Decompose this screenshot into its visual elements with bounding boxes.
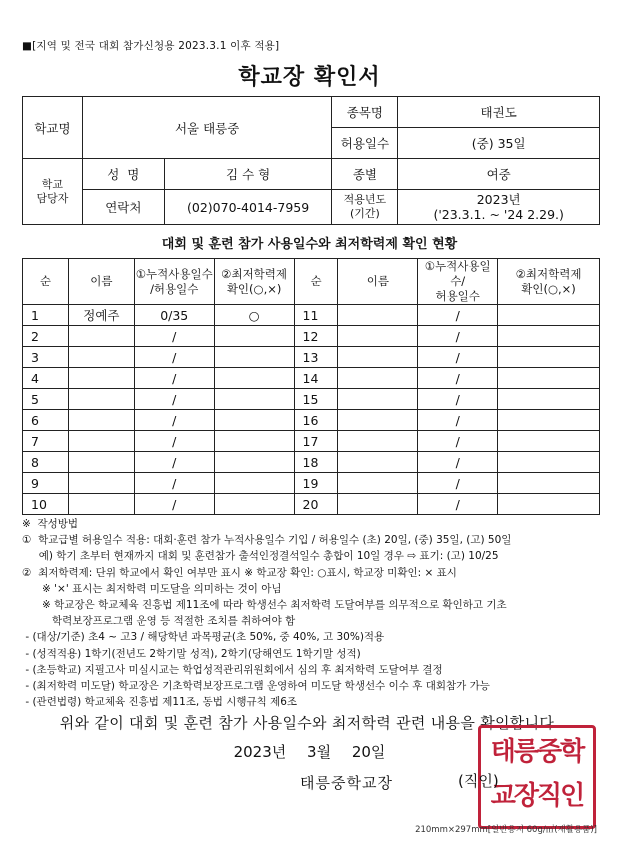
left-check (214, 473, 294, 494)
info-table (22, 96, 600, 225)
seal-mark: (직인) (458, 772, 499, 790)
category-label: 종별 (332, 159, 398, 190)
confirmation-statement: 위와 같이 대회 및 훈련 참가 사용일수와 최저학력 관련 내용을 확인합니다. (59, 714, 560, 732)
left-check (214, 494, 294, 515)
manager-name: 김 수 형 (164, 159, 332, 190)
header-check: ②최저학력제 확인(○,×) (214, 259, 294, 305)
left-no: 1 (23, 305, 69, 326)
right-days: / (418, 326, 498, 347)
right-days: / (418, 494, 498, 515)
note-line: ② 최저학력제: 단위 학교에서 확인 여부만 표시 ※ 학교장 확인: ○표시, 학교장 미확인: × 표시 (22, 566, 457, 579)
left-days: / (134, 431, 214, 452)
table-row (23, 305, 600, 326)
note-line: ① 학교급별 허용일수 적용: 대회·훈련 참가 누적사용일수 기입 / 허용일수 (초) 20일, (중) 35일, (고) 50일 (22, 534, 512, 547)
year-value: 2023년 (476, 192, 521, 207)
school-principal: 태릉중학교장 (300, 774, 393, 792)
athlete-rows (23, 305, 600, 515)
right-name (338, 494, 418, 515)
note-line: 학력보장프로그램 운영 등 적절한 조치를 취하여야 함 (22, 615, 296, 628)
note-line: ※ 학교장은 학교체육 진흥법 제11조에 따라 학생선수 최저학력 도달여부를 의무적으로 확인하고 기초 (22, 599, 507, 612)
sport-value: 태권도 (398, 97, 600, 128)
table-row (23, 410, 600, 431)
right-check (498, 347, 600, 368)
left-no: 10 (23, 494, 69, 515)
right-no: 18 (294, 452, 338, 473)
header-name: 이름 (68, 259, 134, 305)
right-days: / (418, 473, 498, 494)
table-row (23, 452, 600, 473)
left-days: / (134, 368, 214, 389)
right-name (338, 410, 418, 431)
left-name (68, 473, 134, 494)
left-days: / (134, 389, 214, 410)
table-row (23, 368, 600, 389)
right-no: 14 (294, 368, 338, 389)
left-no: 8 (23, 452, 69, 473)
school-name: 서울 태릉중 (82, 97, 332, 159)
left-no: 9 (23, 473, 69, 494)
right-check (498, 389, 600, 410)
right-check (498, 431, 600, 452)
right-no: 17 (294, 431, 338, 452)
allowed-days-value: (중) 35일 (398, 128, 600, 159)
left-days: / (134, 347, 214, 368)
left-check (214, 326, 294, 347)
right-days: / (418, 410, 498, 431)
right-no: 20 (294, 494, 338, 515)
school-label: 학교명 (23, 97, 83, 159)
left-no: 2 (23, 326, 69, 347)
year-label: 적용년도 (기간) (332, 190, 398, 225)
left-no: 7 (23, 431, 69, 452)
left-days: / (134, 494, 214, 515)
left-days: / (134, 410, 214, 431)
header-check-2: ②최저학력제 확인(○,×) (498, 259, 600, 305)
left-check: ○ (214, 305, 294, 326)
left-days: / (134, 473, 214, 494)
left-check (214, 368, 294, 389)
left-no: 3 (23, 347, 69, 368)
right-check (498, 473, 600, 494)
right-name (338, 368, 418, 389)
left-name (68, 410, 134, 431)
left-name: 정예주 (68, 305, 134, 326)
left-check (214, 452, 294, 473)
right-name (338, 431, 418, 452)
contact-value: (02)070-4014-7959 (164, 190, 332, 225)
right-days: / (418, 452, 498, 473)
right-name (338, 326, 418, 347)
athlete-table (22, 258, 600, 515)
paper-spec: 210mm×297mm[일반용지 60g/㎡(재활용품)] (415, 825, 597, 835)
seal-text: 태릉중학교장직인 (490, 737, 584, 811)
right-name (338, 389, 418, 410)
right-no: 15 (294, 389, 338, 410)
sport-label: 종목명 (332, 97, 398, 128)
right-name (338, 305, 418, 326)
name-label: 성 명 (82, 159, 164, 190)
note-line: - (초등학교) 지필고사 미실시교는 학업성적관리위원회에서 심의 후 최저학력 도달여부 결정 (22, 663, 443, 676)
header-no-2: 순 (294, 259, 338, 305)
right-name (338, 473, 418, 494)
right-days: / (418, 431, 498, 452)
left-no: 4 (23, 368, 69, 389)
left-no: 6 (23, 410, 69, 431)
left-name (68, 494, 134, 515)
right-no: 13 (294, 347, 338, 368)
left-check (214, 347, 294, 368)
note-line: ※ 작성방법 (22, 518, 79, 530)
note-line: ※ '×' 표시는 최저학력 미도달을 의미하는 것이 아님 (22, 582, 282, 595)
right-no: 19 (294, 473, 338, 494)
contact-label: 연락처 (82, 190, 164, 225)
right-check (498, 452, 600, 473)
right-name (338, 452, 418, 473)
left-name (68, 326, 134, 347)
right-days: / (418, 305, 498, 326)
right-check (498, 368, 600, 389)
right-days: / (418, 368, 498, 389)
left-name (68, 347, 134, 368)
left-name (68, 431, 134, 452)
document-title: 학교장 확인서 (238, 65, 381, 90)
right-name (338, 347, 418, 368)
category-value: 여중 (398, 159, 600, 190)
right-check (498, 305, 600, 326)
header-no: 순 (23, 259, 69, 305)
manager-label: 학교 담당자 (23, 159, 83, 225)
right-days: / (418, 347, 498, 368)
left-days: / (134, 452, 214, 473)
left-check (214, 410, 294, 431)
right-no: 16 (294, 410, 338, 431)
right-no: 12 (294, 326, 338, 347)
left-name (68, 368, 134, 389)
left-days: 0/35 (134, 305, 214, 326)
note-line: - (성적적용) 1학기(전년도 2학기말 성적), 2학기(당해연도 1학기말 성적) (22, 647, 361, 660)
note-line: - (대상/기준) 초4 ~ 고3 / 해당학년 과목평균(초 50%, 중 40%, 고 30%)적용 (22, 631, 385, 644)
header-days-2: ①누적사용일수/ 허용일수 (418, 259, 498, 305)
table-subtitle: 대회 및 훈련 참가 사용일수와 최저학력제 확인 현황 (161, 237, 458, 252)
table-row (23, 347, 600, 368)
writing-instructions (22, 516, 604, 710)
header-note: ■[지역 및 전국 대회 참가신청용 2023.3.1 이후 적용] (22, 40, 280, 52)
note-line: - (관련법령) 학교체육 진흥법 제11조, 동법 시행규칙 제6조 (22, 696, 298, 709)
allowed-days-label: 허용일수 (332, 128, 398, 159)
header-days: ①누적사용일수 /허용일수 (134, 259, 214, 305)
right-days: / (418, 389, 498, 410)
year-cell (398, 190, 600, 225)
right-check (498, 410, 600, 431)
left-name (68, 452, 134, 473)
right-check (498, 494, 600, 515)
left-no: 5 (23, 389, 69, 410)
table-row (23, 473, 600, 494)
table-row (23, 326, 600, 347)
header-name-2: 이름 (338, 259, 418, 305)
confirmation-date: 2023년 3월 20일 (233, 743, 386, 761)
table-row (23, 494, 600, 515)
left-name (68, 389, 134, 410)
table-row (23, 431, 600, 452)
note-line: 예) 학기 초부터 현재까지 대회 및 훈련참가 출석인정결석일수 총합이 10일 경우 ⇨ 표기: (고) 10/25 (22, 550, 499, 563)
left-days: / (134, 326, 214, 347)
table-row (23, 389, 600, 410)
note-line: - (최저학력 미도달) 학교장은 기초학력보장프로그램 운영하여 미도달 학생선수 이수 후 대회참가 가능 (22, 680, 490, 693)
period-value: ('23.3.1. ~ '24 2.29.) (433, 207, 564, 222)
left-check (214, 389, 294, 410)
left-check (214, 431, 294, 452)
right-no: 11 (294, 305, 338, 326)
right-check (498, 326, 600, 347)
